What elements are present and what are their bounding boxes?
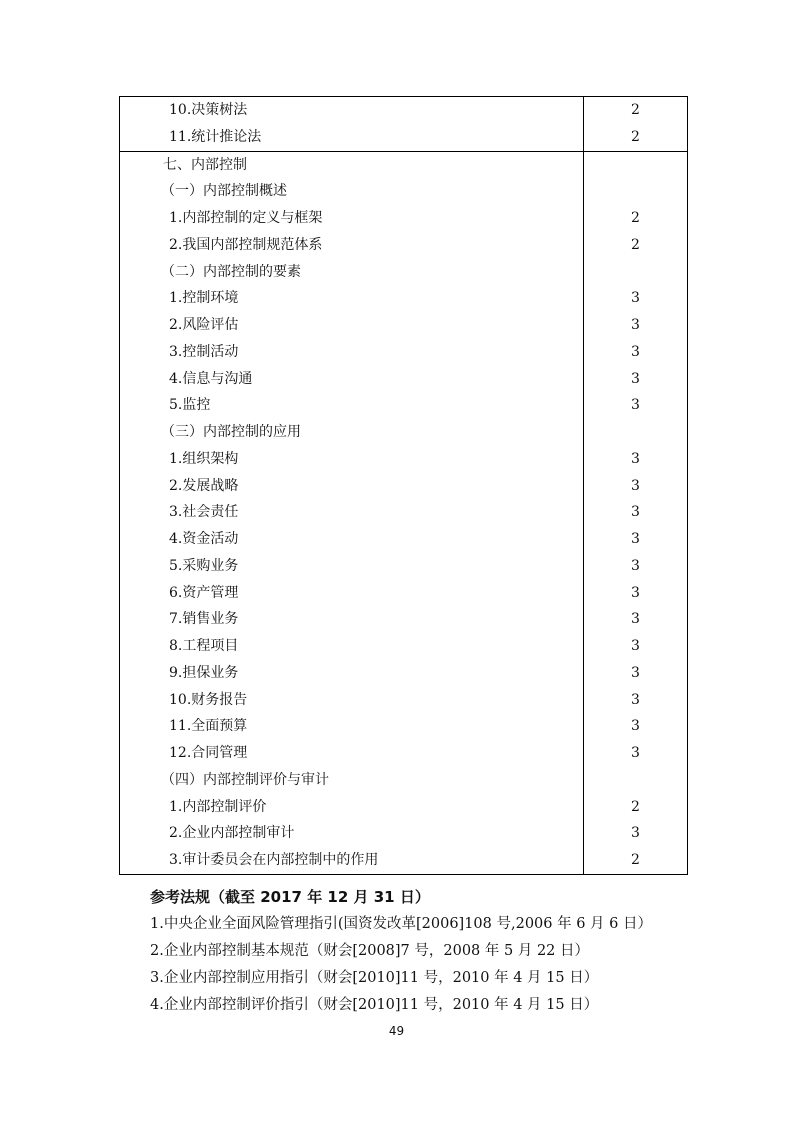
- table-cell-item: [120, 285, 584, 312]
- item-label: 11.统计推论法: [169, 128, 262, 145]
- table-cell-item: [120, 633, 584, 660]
- table-row: [120, 124, 688, 151]
- table-cell-item: [120, 366, 584, 393]
- item-label: 1.控制环境: [169, 290, 239, 307]
- table-cell-item: [120, 151, 584, 178]
- item-label: 11.全面预算: [169, 718, 248, 735]
- table-row: [120, 794, 688, 821]
- table-cell-hours: [583, 178, 687, 205]
- item-label: 3.控制活动: [169, 343, 239, 360]
- syllabus-table-body: [120, 97, 688, 875]
- syllabus-table: [119, 96, 688, 875]
- item-label: 5.采购业务: [169, 557, 239, 574]
- table-row: [120, 633, 688, 660]
- table-row: [120, 151, 688, 178]
- table-cell-item: [120, 205, 584, 232]
- table-cell-item: [120, 392, 584, 419]
- item-label: 2.企业内部控制审计: [169, 825, 295, 842]
- reference-item: 3.企业内部控制应用指引（财会[2010]11 号，2010 年 4 月 15 日）: [150, 970, 599, 986]
- table-cell-item: [120, 740, 584, 767]
- references-title: 参考法规（截至 2017 年 12 月 31 日）: [150, 888, 430, 906]
- table-cell-item: [120, 606, 584, 633]
- item-label: （三）内部控制的应用: [161, 424, 301, 440]
- item-label: 2.风险评估: [169, 317, 239, 333]
- item-label: 1.内部控制的定义与框架: [169, 210, 323, 226]
- table-row: [120, 312, 688, 339]
- table-row: [120, 820, 688, 847]
- table-row: [120, 339, 688, 366]
- item-label: 2.我国内部控制规范体系: [169, 236, 323, 253]
- table-row: [120, 97, 688, 124]
- table-cell-item: [120, 259, 584, 286]
- item-label: 5.监控: [169, 397, 211, 414]
- table-cell-hours: 2: [583, 97, 687, 124]
- page-number: 49: [388, 1024, 405, 1038]
- table-cell-item: [120, 312, 584, 339]
- table-row: [120, 366, 688, 393]
- table-cell-hours: 3: [583, 713, 687, 740]
- item-label: （一）内部控制概述: [161, 183, 287, 200]
- table-cell-item: [120, 97, 584, 124]
- table-row: [120, 446, 688, 473]
- item-label: 七、内部控制: [163, 156, 247, 173]
- table-cell-hours: 3: [583, 633, 687, 660]
- table-row: [120, 740, 688, 767]
- table-cell-hours: 3: [583, 687, 687, 714]
- table-cell-item: [120, 580, 584, 607]
- item-label: 12.合同管理: [169, 745, 248, 761]
- table-cell-hours: 3: [583, 820, 687, 847]
- table-row: [120, 687, 688, 714]
- item-label: 4.信息与沟通: [169, 370, 253, 387]
- reference-item: 4.企业内部控制评价指引（财会[2010]11 号，2010 年 4 月 15 日）: [150, 997, 599, 1013]
- table-row: [120, 259, 688, 286]
- table-row: [120, 606, 688, 633]
- table-row: [120, 499, 688, 526]
- table-cell-item: [120, 713, 584, 740]
- table-cell-hours: 3: [583, 553, 687, 580]
- table-row: [120, 473, 688, 500]
- table-cell-hours: 3: [583, 339, 687, 366]
- table-row: [120, 713, 688, 740]
- table-cell-hours: 2: [583, 232, 687, 259]
- table-cell-item: [120, 794, 584, 821]
- table-cell-item: [120, 232, 584, 259]
- item-label: （二）内部控制的要素: [161, 263, 301, 280]
- table-cell-item: [120, 124, 584, 151]
- table-cell-hours: 3: [583, 366, 687, 393]
- table-row: [120, 847, 688, 874]
- item-label: 3.审计委员会在内部控制中的作用: [169, 852, 379, 868]
- item-label: 6.资产管理: [169, 584, 239, 601]
- table-cell-item: [120, 526, 584, 553]
- item-label: （四）内部控制评价与审计: [161, 771, 329, 788]
- table-cell-item: [120, 473, 584, 500]
- table-cell-hours: 3: [583, 285, 687, 312]
- table-cell-hours: 3: [583, 526, 687, 553]
- item-label: 10.决策树法: [169, 102, 248, 118]
- table-cell-hours: 2: [583, 794, 687, 821]
- table-cell-hours: 3: [583, 499, 687, 526]
- table-cell-hours: 3: [583, 660, 687, 687]
- item-label: 7.销售业务: [169, 611, 239, 628]
- table-cell-item: [120, 178, 584, 205]
- table-cell-item: [120, 339, 584, 366]
- table-cell-item: [120, 419, 584, 446]
- table-row: [120, 526, 688, 553]
- reference-item: 2.企业内部控制基本规范（财会[2008]7 号，2008 年 5 月 22 日）: [150, 943, 590, 959]
- table-cell-item: [120, 553, 584, 580]
- references-section: [150, 884, 770, 1019]
- table-cell-hours: 3: [583, 312, 687, 339]
- table-row: [120, 205, 688, 232]
- table-cell-hours: 3: [583, 606, 687, 633]
- table-row: [120, 580, 688, 607]
- table-cell-item: [120, 767, 584, 794]
- table-cell-hours: 2: [583, 847, 687, 874]
- table-cell-item: [120, 499, 584, 526]
- table-cell-hours: [583, 767, 687, 794]
- table-row: [120, 178, 688, 205]
- table-row: [120, 660, 688, 687]
- table-cell-hours: 2: [583, 205, 687, 232]
- table-row: [120, 553, 688, 580]
- table-row: [120, 285, 688, 312]
- item-label: 10.财务报告: [169, 691, 248, 708]
- table-cell-hours: 3: [583, 446, 687, 473]
- table-row: [120, 767, 688, 794]
- table-cell-hours: [583, 419, 687, 446]
- item-label: 4.资金活动: [169, 531, 239, 547]
- table-cell-hours: [583, 259, 687, 286]
- item-label: 1.内部控制评价: [169, 798, 267, 815]
- item-label: 8.工程项目: [169, 638, 239, 654]
- table-cell-item: [120, 446, 584, 473]
- item-label: 3.社会责任: [169, 504, 239, 521]
- table-cell-item: [120, 847, 584, 874]
- table-cell-hours: 2: [583, 124, 687, 151]
- item-label: 9.担保业务: [169, 664, 239, 681]
- item-label: 1.组织架构: [169, 450, 239, 467]
- table-cell-hours: [583, 151, 687, 178]
- table-cell-hours: 3: [583, 392, 687, 419]
- table-cell-item: [120, 660, 584, 687]
- table-cell-item: [120, 820, 584, 847]
- reference-item: 1.中央企业全面风险管理指引(国资发改革[2006]108 号,2006 年 6 月 6 日）: [150, 916, 652, 932]
- table-cell-item: [120, 687, 584, 714]
- table-cell-hours: 3: [583, 740, 687, 767]
- table-cell-hours: 3: [583, 473, 687, 500]
- table-row: [120, 419, 688, 446]
- table-cell-hours: 3: [583, 580, 687, 607]
- table-row: [120, 232, 688, 259]
- item-label: 2.发展战略: [169, 477, 239, 494]
- table-row: [120, 392, 688, 419]
